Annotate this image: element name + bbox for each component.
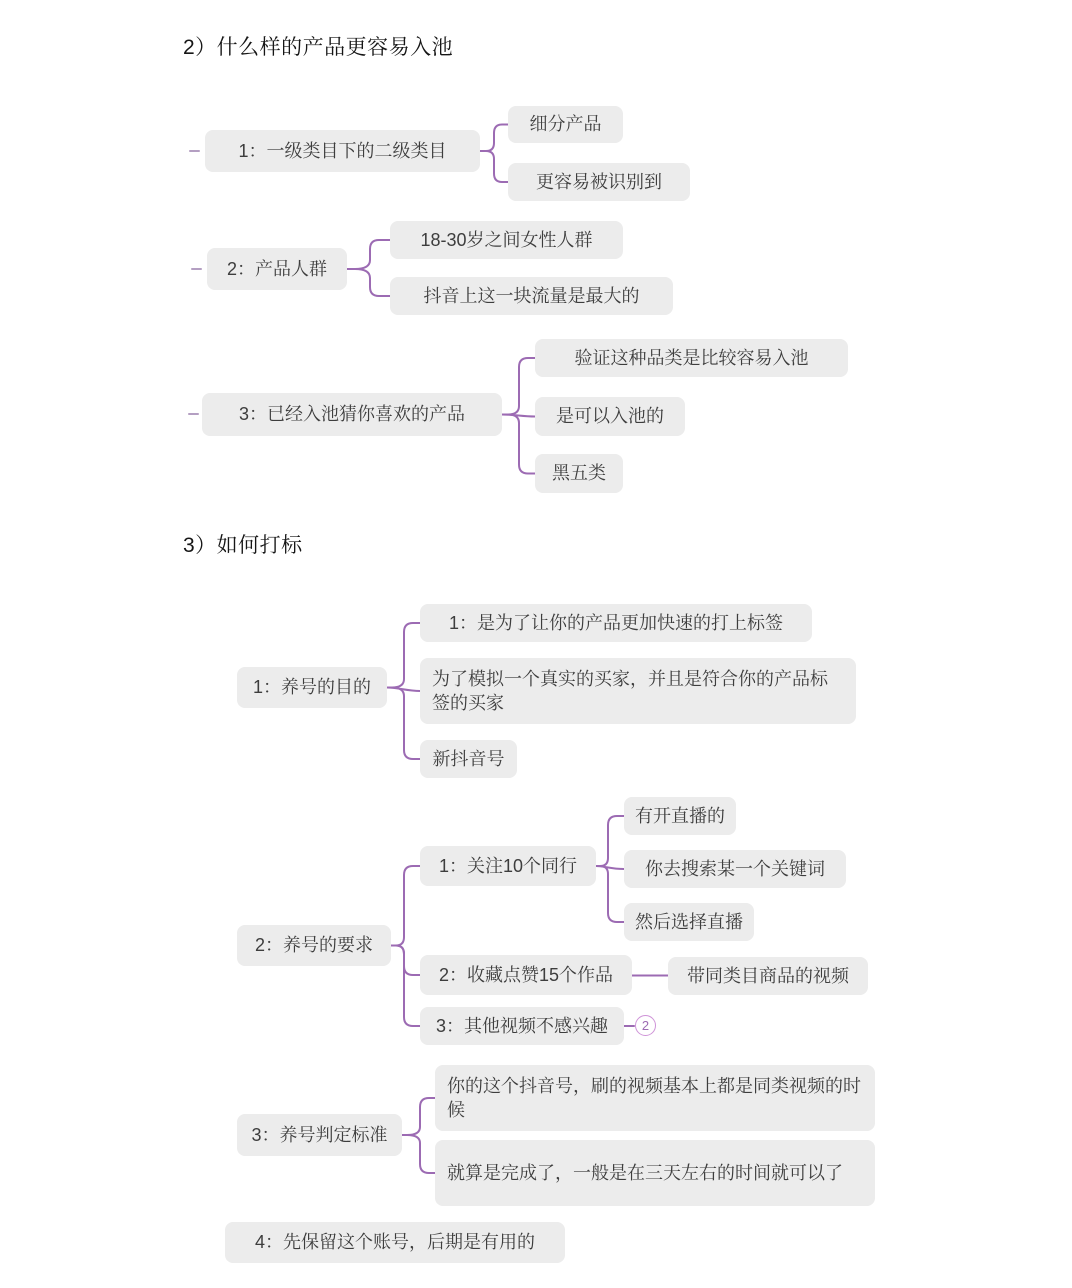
node-black-five-category[interactable]: 黑五类	[535, 454, 623, 493]
node-feed-same-type-videos[interactable]: 你的这个抖音号，刷的视频基本上都是同类视频的时候	[435, 1065, 875, 1131]
node-quick-tag-product[interactable]: 1：是为了让你的产品更加快速的打上标签	[420, 604, 812, 642]
node-search-keyword[interactable]: 你去搜索某一个关键词	[624, 850, 846, 888]
collapsed-count-badge[interactable]: 2	[635, 1015, 656, 1036]
node-nurturing-judgement-standard[interactable]: 3：养号判定标准	[237, 1114, 402, 1156]
node-follow-10-peers[interactable]: 1：关注10个同行	[420, 846, 596, 886]
node-like-15-works[interactable]: 2：收藏点赞15个作品	[420, 955, 632, 995]
node-account-nurturing-requirements[interactable]: 2：养号的要求	[237, 925, 391, 966]
node-choose-live[interactable]: 然后选择直播	[624, 903, 754, 941]
node-secondary-category[interactable]: 1：一级类目下的二级类目	[205, 130, 480, 172]
node-can-enter-pool[interactable]: 是可以入池的	[535, 397, 685, 436]
node-douyin-biggest-traffic[interactable]: 抖音上这一块流量是最大的	[390, 277, 673, 315]
node-subdivided-product[interactable]: 细分产品	[508, 106, 623, 143]
node-account-nurturing-purpose[interactable]: 1：养号的目的	[237, 667, 387, 708]
node-female-18-30[interactable]: 18-30岁之间女性人群	[390, 221, 623, 259]
node-pooled-guess-you-like[interactable]: 3：已经入池猜你喜欢的产品	[202, 393, 502, 436]
node-new-douyin-account[interactable]: 新抖音号	[420, 740, 517, 778]
node-keep-account-useful-later[interactable]: 4：先保留这个账号，后期是有用的	[225, 1222, 565, 1263]
node-simulate-real-buyer[interactable]: 为了模拟一个真实的买家，并且是符合你的产品标签的买家	[420, 658, 856, 724]
node-product-audience[interactable]: 2：产品人群	[207, 248, 347, 290]
node-verify-category-easy-pool[interactable]: 验证这种品类是比较容易入池	[535, 339, 848, 377]
node-not-interested-other-videos[interactable]: 3：其他视频不感兴趣	[420, 1007, 624, 1045]
section-title-products-pool: 2）什么样的产品更容易入池	[183, 36, 454, 59]
section-title-how-to-tag: 3）如何打标	[183, 534, 303, 557]
node-same-category-product-videos[interactable]: 带同类目商品的视频	[668, 957, 868, 995]
node-easier-recognized[interactable]: 更容易被识别到	[508, 163, 690, 201]
parent-stub-lines	[189, 151, 201, 414]
node-has-live-streaming[interactable]: 有开直播的	[624, 797, 736, 835]
node-completed-about-three-days[interactable]: 就算是完成了，一般是在三天左右的时间就可以了	[435, 1140, 875, 1206]
